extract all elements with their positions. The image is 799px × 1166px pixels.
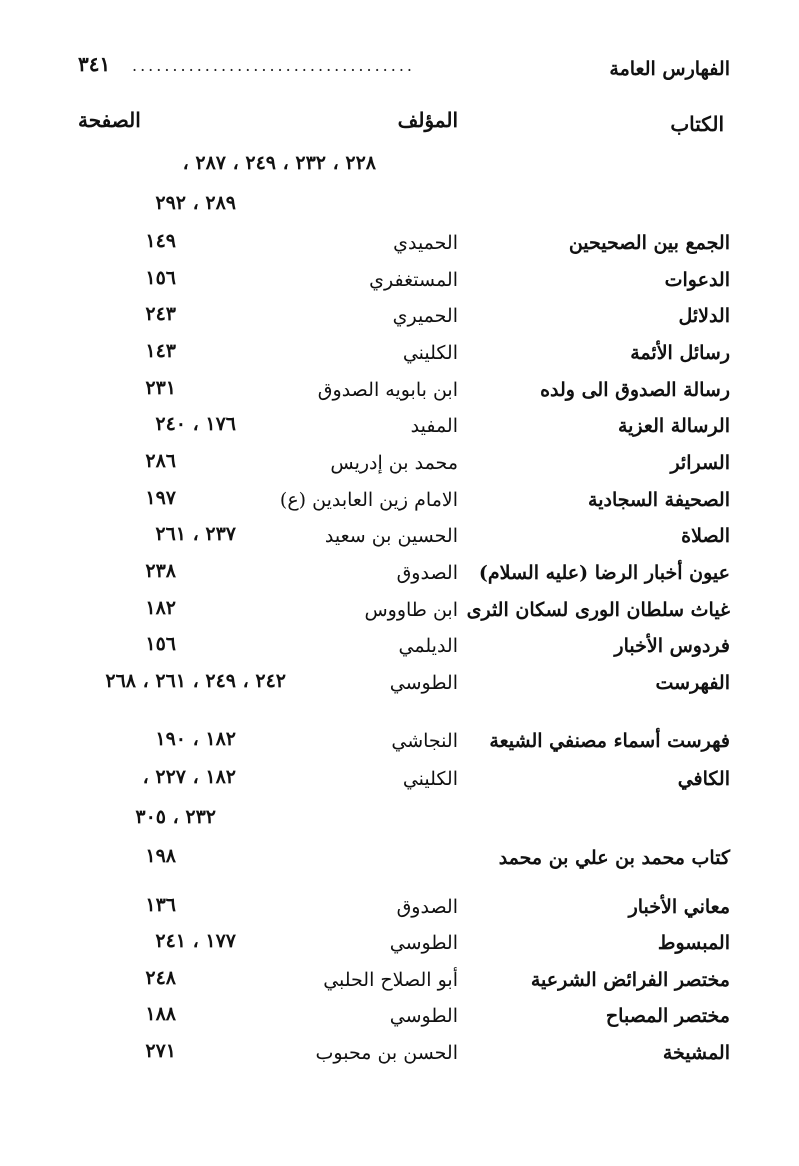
page-refs: ١٤٣ — [145, 340, 176, 362]
page-refs: ١٧٧ ، ٢٤١ — [155, 930, 236, 952]
page-refs: ٢٣٨ — [145, 560, 176, 582]
table-row — [70, 930, 730, 964]
page-refs: ٢٨٩ ، ٢٩٢ — [155, 192, 236, 214]
author-name: الطوسي — [389, 932, 458, 954]
column-header-author: المؤلف — [397, 108, 458, 132]
table-row — [70, 487, 730, 521]
column-header-page: الصفحة — [78, 108, 141, 132]
author-name: الحسن بن محبوب — [315, 1042, 458, 1064]
book-title: المشيخة — [662, 1042, 730, 1064]
page-refs: ١٩٨ — [145, 845, 176, 867]
author-name: الديلمي — [398, 635, 458, 657]
table-row — [70, 766, 730, 800]
book-title: فردوس الأخبار — [614, 635, 730, 657]
table-row — [70, 450, 730, 484]
book-title: مختصر الفرائض الشرعية — [530, 969, 730, 991]
book-title: غياث سلطان الورى لسكان الثرى — [466, 599, 730, 621]
author-name: الطوسي — [389, 1005, 458, 1027]
table-row — [70, 1003, 730, 1037]
page-refs: ١٨٨ — [145, 1003, 176, 1025]
book-title: الكافي — [677, 768, 730, 790]
book-title: الجمع بين الصحيحين — [568, 232, 730, 254]
table-row — [70, 152, 730, 186]
author-name: النجاشي — [391, 730, 458, 752]
book-title: الدلائل — [678, 305, 730, 327]
table-row — [70, 377, 730, 411]
table-row — [70, 303, 730, 337]
book-title: الفهرست — [655, 672, 730, 694]
page-refs: ٢٣١ — [145, 377, 176, 399]
author-name: الكليني — [402, 342, 458, 364]
book-title: الرسالة العزية — [617, 415, 730, 437]
table-row — [70, 560, 730, 594]
table-row — [70, 845, 730, 879]
table-row — [70, 340, 730, 374]
author-name: ابن طاووس — [364, 599, 458, 621]
book-title: كتاب محمد بن علي بن محمد — [498, 847, 730, 869]
author-name: محمد بن إدريس — [330, 452, 458, 474]
author-name: أبو الصلاح الحلبي — [323, 969, 458, 991]
table-row — [70, 806, 730, 840]
table-row — [70, 633, 730, 667]
book-title: فهرست أسماء مصنفي الشيعة — [489, 730, 730, 752]
book-title: رسائل الأئمة — [630, 342, 730, 364]
author-name: الصدوق — [396, 562, 458, 584]
page-refs: ١٨٢ ، ١٩٠ — [155, 728, 236, 750]
book-title: الصلاة — [681, 525, 730, 547]
author-name: المفيد — [410, 415, 458, 437]
table-row — [70, 230, 730, 264]
page-number: ٣٤١ — [78, 52, 111, 76]
page-refs: ٢٤٢ ، ٢٤٩ ، ٢٦١ ، ٢٦٨ — [105, 670, 286, 692]
page-refs: ١٥٦ — [145, 633, 176, 655]
page-refs: ١٣٦ — [145, 894, 176, 916]
page-refs: ٢٣٢ ، ٣٠٥ — [135, 806, 216, 828]
table-row — [70, 728, 730, 762]
page-refs: ١٩٧ — [145, 487, 176, 509]
running-title: الفهارس العامة — [609, 58, 730, 80]
page-refs: ٢٣٧ ، ٢٦١ — [155, 523, 236, 545]
book-title: المبسوط — [657, 932, 730, 954]
author-name: الحميري — [392, 305, 458, 327]
author-name: الطوسي — [389, 672, 458, 694]
table-row — [70, 597, 730, 631]
book-title: السرائر — [670, 452, 730, 474]
table-row — [70, 523, 730, 557]
book-title: عيون أخبار الرضا (عليه السلام) — [478, 562, 730, 584]
book-title: رسالة الصدوق الى ولده — [540, 379, 730, 401]
author-name: الحسين بن سعيد — [324, 525, 458, 547]
author-name: ابن بابويه الصدوق — [317, 379, 458, 401]
book-title: معاني الأخبار — [628, 896, 730, 918]
page-refs: ١٨٢ — [145, 597, 176, 619]
author-name: الصدوق — [396, 896, 458, 918]
leader-dots: ................................... — [132, 56, 416, 75]
page-refs: ٢٧١ — [145, 1040, 176, 1062]
page-refs: ١٧٦ ، ٢٤٠ — [155, 413, 236, 435]
table-row — [70, 967, 730, 1001]
author-name: الحميدي — [393, 232, 458, 254]
page-refs: ٢٢٨ ، ٢٣٢ ، ٢٤٩ ، ٢٨٧ ، — [182, 152, 376, 174]
page-refs: ١٨٢ ، ٢٢٧ ، — [142, 766, 236, 788]
page-refs: ١٥٦ — [145, 267, 176, 289]
book-title: الدعوات — [664, 269, 730, 291]
author-name: المستغفري — [369, 269, 458, 291]
page-refs: ٢٤٨ — [145, 967, 176, 989]
author-name: الكليني — [402, 768, 458, 790]
book-title: مختصر المصباح — [605, 1005, 730, 1027]
table-row — [70, 894, 730, 928]
page-refs: ١٤٩ — [145, 230, 176, 252]
book-title: الصحيفة السجادية — [588, 489, 730, 511]
table-row — [70, 1040, 730, 1074]
table-row — [70, 670, 730, 704]
page-refs: ٢٨٦ — [145, 450, 176, 472]
table-row — [70, 413, 730, 447]
author-name: الامام زين العابدين (ع) — [279, 489, 458, 511]
column-header-book: الكتاب — [670, 112, 724, 136]
table-row — [70, 267, 730, 301]
table-row — [70, 192, 730, 226]
page-refs: ٢٤٣ — [145, 303, 176, 325]
